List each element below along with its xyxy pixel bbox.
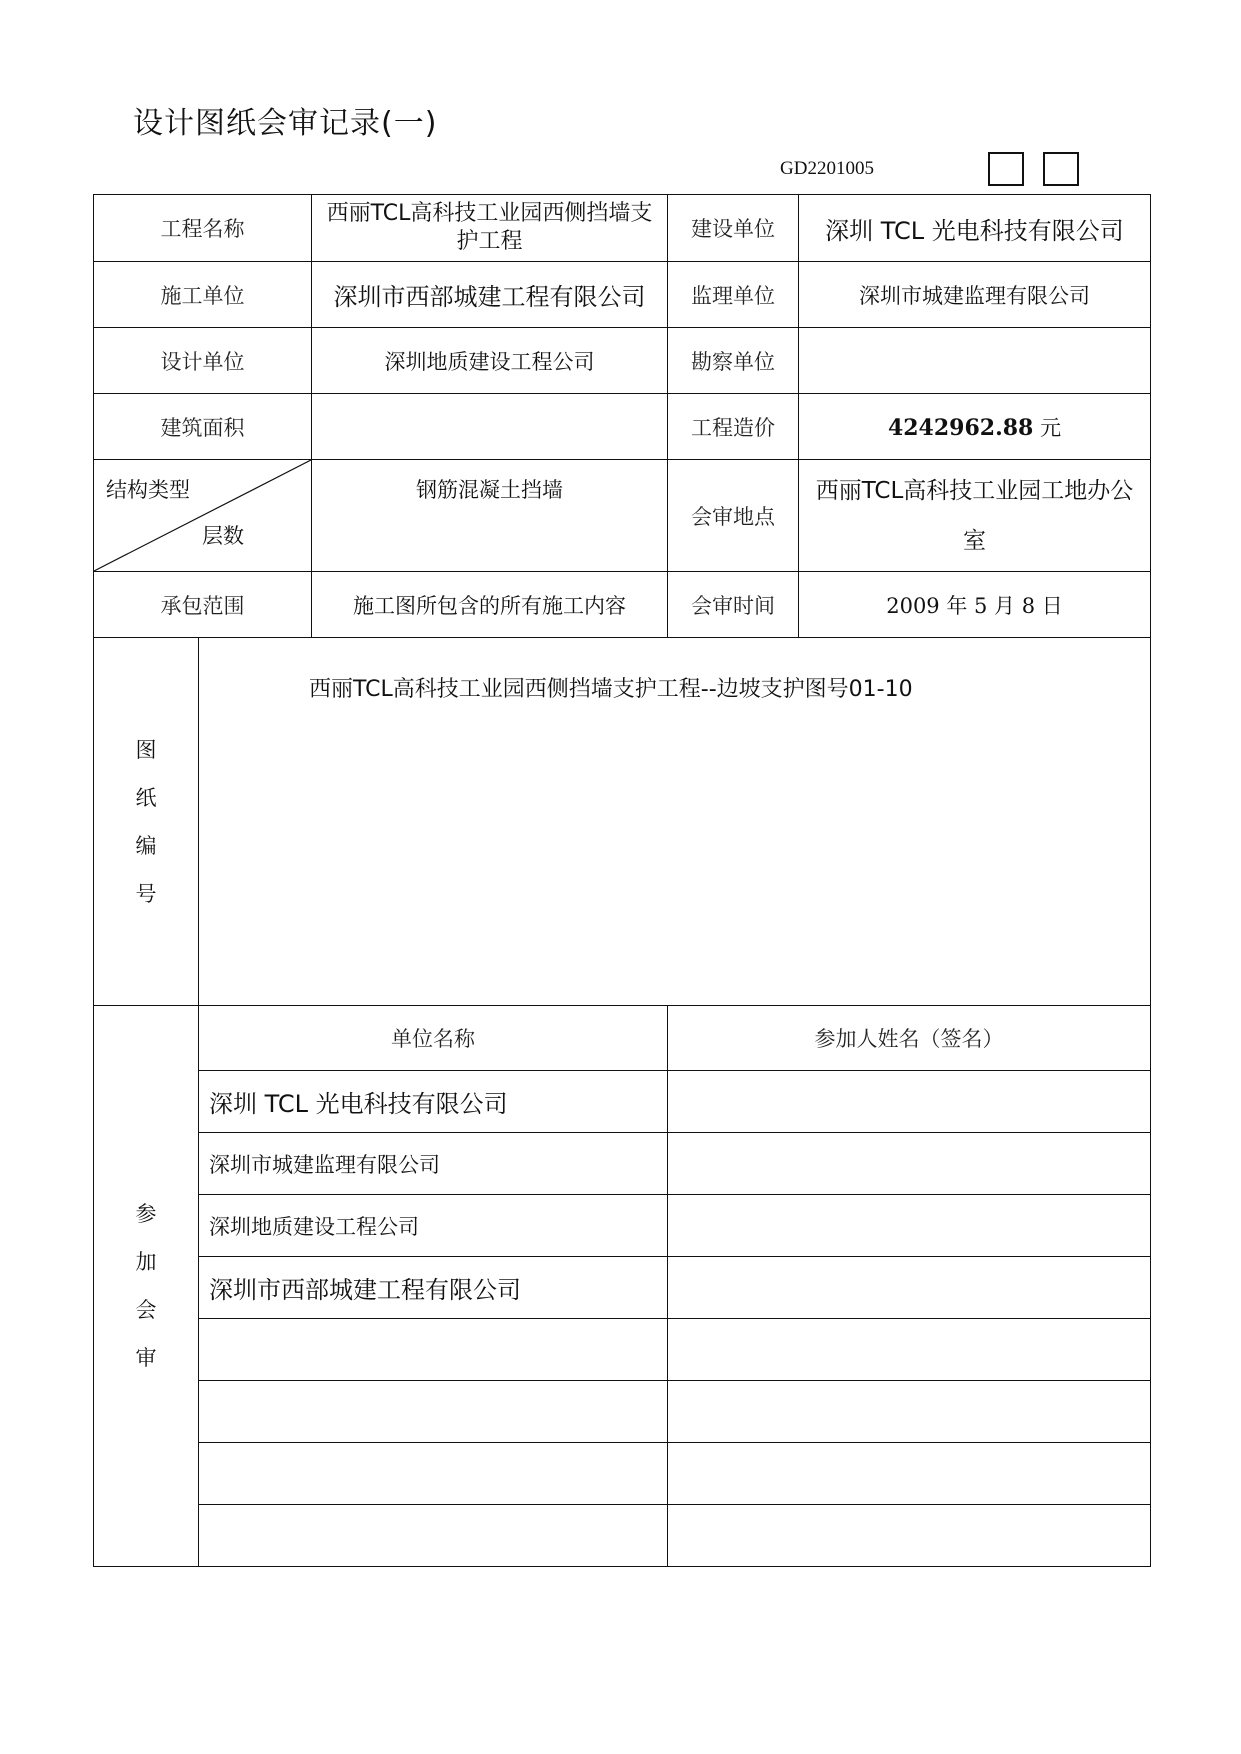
attendance-label (94, 1006, 199, 1567)
scope-label: 承包范围 (94, 572, 312, 638)
signature-field[interactable] (668, 1505, 1151, 1567)
unit-name-header: 单位名称 (199, 1006, 668, 1071)
designer-label: 设计单位 (94, 328, 312, 394)
supervisor-value: 深圳市城建监理有限公司 (799, 262, 1151, 328)
drawing-number-content: 西丽TCL高科技工业园西侧挡墙支护工程--边坡支护图号01-10 (199, 638, 1151, 1006)
signature-field[interactable] (668, 1071, 1151, 1133)
signature-field[interactable] (668, 1319, 1151, 1381)
document-title: 设计图纸会审记录(一) (133, 106, 438, 141)
document-number: GD2201005 (780, 158, 874, 179)
builder-value: 深圳 TCL 光电科技有限公司 (799, 195, 1151, 262)
label-char: 图 (135, 737, 157, 762)
attendee-unit: 深圳 TCL 光电科技有限公司 (199, 1071, 668, 1133)
participant-sign-header: 参加人姓名（签名） (668, 1006, 1151, 1071)
attendee-unit: 深圳市西部城建工程有限公司 (199, 1257, 668, 1319)
time-label: 会审时间 (668, 572, 799, 638)
signature-field[interactable] (668, 1443, 1151, 1505)
scope-value: 施工图所包含的所有施工内容 (312, 572, 668, 638)
label-char: 纸 (135, 785, 157, 810)
label-char: 号 (135, 881, 157, 906)
label-char: 审 (135, 1346, 157, 1370)
signature-field[interactable] (668, 1257, 1151, 1319)
signature-field[interactable] (668, 1195, 1151, 1257)
attendee-unit[interactable] (199, 1381, 668, 1443)
review-record-table (93, 194, 1151, 1567)
supervisor-label: 监理单位 (668, 262, 799, 328)
cost-label: 工程造价 (668, 394, 799, 460)
number-box-2 (1043, 152, 1079, 186)
attendee-unit[interactable] (199, 1443, 668, 1505)
area-label: 建筑面积 (94, 394, 312, 460)
project-name-value: 西丽TCL高科技工业园西侧挡墙支护工程 (312, 195, 668, 262)
signature-field[interactable] (668, 1381, 1151, 1443)
attendee-unit: 深圳市城建监理有限公司 (199, 1133, 668, 1195)
survey-label: 勘察单位 (668, 328, 799, 394)
signature-field[interactable] (668, 1133, 1151, 1195)
area-value (312, 394, 668, 460)
cost-cell (799, 394, 1151, 460)
contractor-value: 深圳市西部城建工程有限公司 (312, 262, 668, 328)
label-char: 加 (135, 1250, 157, 1274)
designer-value: 深圳地质建设工程公司 (312, 328, 668, 394)
label-char: 编 (135, 833, 157, 858)
attendee-unit: 深圳地质建设工程公司 (199, 1195, 668, 1257)
structure-type-label: 结构类型 (106, 478, 190, 502)
structure-floors-cell (94, 460, 312, 572)
location-label: 会审地点 (668, 460, 799, 572)
contractor-label: 施工单位 (94, 262, 312, 328)
cost-unit: 元 (1040, 415, 1062, 440)
number-box-1 (988, 152, 1024, 186)
label-char: 会 (135, 1298, 157, 1322)
project-name-label: 工程名称 (94, 195, 312, 262)
survey-value (799, 328, 1151, 394)
attendee-unit[interactable] (199, 1319, 668, 1381)
builder-label: 建设单位 (668, 195, 799, 262)
time-value: 2009 年 5 月 8 日 (799, 572, 1151, 638)
floors-label: 层数 (202, 524, 244, 548)
label-char: 参 (135, 1202, 157, 1226)
structure-value: 钢筋混凝土挡墙 (312, 460, 668, 572)
drawing-number-label (94, 638, 199, 1006)
cost-value: 4242962.88 (887, 414, 1034, 441)
location-value: 西丽TCL高科技工业园工地办公室 (799, 460, 1151, 572)
attendee-unit[interactable] (199, 1505, 668, 1567)
